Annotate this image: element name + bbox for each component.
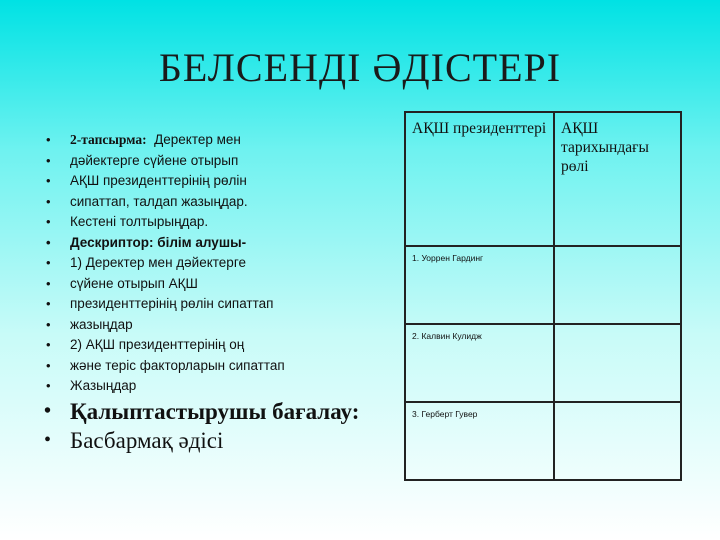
task-label: 2-тапсырма: bbox=[70, 132, 147, 147]
slide-title: БЕЛСЕНДІ ӘДІСТЕРІ bbox=[158, 45, 562, 90]
president-name-cell: 3. Герберт Гувер bbox=[405, 402, 554, 480]
descriptor-item: • сүйене отырып АҚШ bbox=[44, 274, 424, 295]
task-line: Деректер мен bbox=[154, 132, 241, 147]
header-presidents: АҚШ президенттері bbox=[405, 112, 554, 246]
role-cell[interactable] bbox=[554, 324, 681, 402]
descriptor-label: • Дескриптор: білім алушы- bbox=[44, 233, 424, 254]
descriptor-item: • және теріс факторларын сипаттап bbox=[44, 356, 424, 377]
president-name-cell: 1. Уоррен Гардинг bbox=[405, 246, 554, 324]
presidents-table bbox=[404, 111, 682, 481]
task-item bbox=[44, 130, 424, 151]
descriptor-item: • президенттерінің рөлін сипаттап bbox=[44, 294, 424, 315]
president-name-cell: 2. Калвин Кулидж bbox=[405, 324, 554, 402]
descriptor-item: • Жазыңдар bbox=[44, 376, 424, 397]
table-row bbox=[405, 402, 681, 480]
role-cell[interactable] bbox=[554, 402, 681, 480]
table-row bbox=[405, 324, 681, 402]
role-cell[interactable] bbox=[554, 246, 681, 324]
task-item: • АҚШ президенттерінің рөлін bbox=[44, 171, 424, 192]
task-item: • дәйектерге сүйене отырып bbox=[44, 151, 424, 172]
assessment-method: • Басбармақ әдісі bbox=[44, 426, 424, 455]
table-row bbox=[405, 246, 681, 324]
descriptor-item: • 1) Деректер мен дәйектерге bbox=[44, 253, 424, 274]
task-item: • Кестені толтырыңдар. bbox=[44, 212, 424, 233]
task-item: • сипаттап, талдап жазыңдар. bbox=[44, 192, 424, 213]
table-header-row bbox=[405, 112, 681, 246]
descriptor-item: • жазыңдар bbox=[44, 315, 424, 336]
task-bullet-list bbox=[44, 130, 424, 455]
assessment-label: • Қалыптастырушы бағалау: bbox=[44, 397, 424, 426]
descriptor-item: • 2) АҚШ президенттерінің оң bbox=[44, 335, 424, 356]
header-role: АҚШ тарихындағы рөлі bbox=[554, 112, 681, 246]
